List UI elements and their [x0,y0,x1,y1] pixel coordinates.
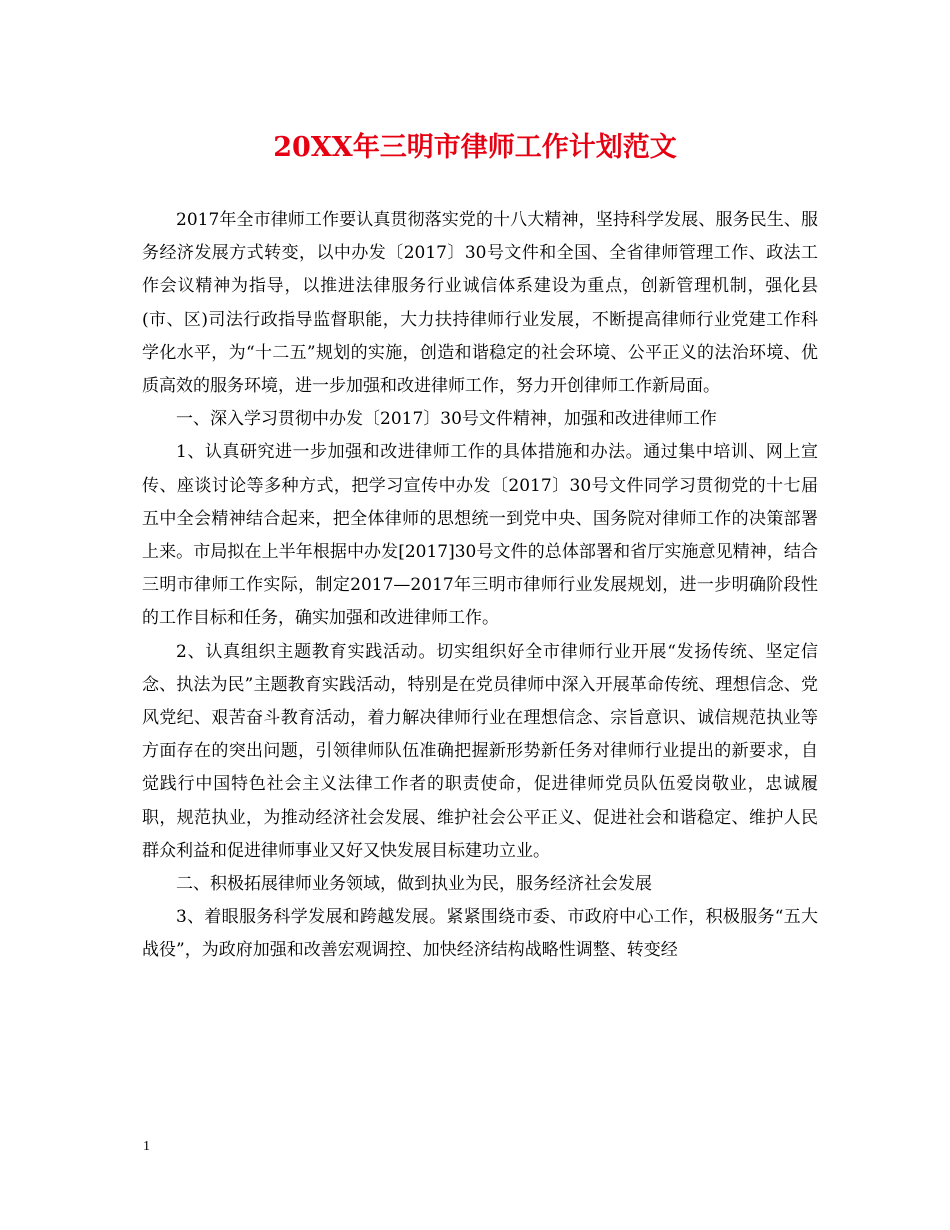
document-body [142,204,818,968]
section-heading-1: 一、深入学习贯彻中办发〔2017〕30号文件精神，加强和改进律师工作 [176,409,717,430]
body-paragraph-3: 2、认真组织主题教育实践活动。切实组织好全市律师行业开展“发扬传统、坚定信念、执法为民”主题教育实践活动，特别是在党员律师中深入开展革命传统、理想信念、党风党纪、艰苦奋斗教育活动，着力解决律师行业在理想信念、宗旨意识、诚信规范执业等方面存在的突出问题，引领律师队伍准确把握新形势新任务对律师行业提出的新要求，自觉践行中国特色社会主义法律工作者的职责使命，促进律师党员队伍爱岗敬业，忠诚履职，规范执业，为推动经济社会发展、维护社会公平正义、促进社会和谐稳定、维护人民群众利益和促进律师事业又好又快发展目标建功立业。 [142,641,818,861]
section-heading-2: 二、积极拓展律师业务领域，做到执业为民，服务经济社会发展 [176,874,652,895]
body-paragraph-4: 3、着眼服务科学发展和跨越发展。紧紧围绕市委、市政府中心工作，积极服务“五大战役”，为政府加强和改善宏观调控、加快经济结构战略性调整、转变经 [142,907,818,961]
body-paragraph-2: 1、认真研究进一步加强和改进律师工作的具体措施和办法。通过集中培训、网上宣传、座谈讨论等多种方式，把学习宣传中办发〔2017〕30号文件同学习贯彻党的十七届五中全会精神结合起来，把全体律师的思想统一到党中央、国务院对律师工作的决策部署上来。市局拟在上半年根据中办发[2017]30号文件的总体部署和省厅实施意见精神，结合三明市律师工作实际，制定2017—2017年三明市律师行业发展规划，进一步明确阶段性的工作目标和任务，确实加强和改进律师工作。 [142,442,818,629]
page-number: 1 [143,1139,150,1154]
body-paragraph-1: 2017年全市律师工作要认真贯彻落实党的十八大精神，坚持科学发展、服务民生、服务经济发展方式转变，以中办发〔2017〕30号文件和全国、全省律师管理工作、政法工作会议精神为指导，以推进法律服务行业诚信体系建设为重点，创新管理机制，强化县(市、区)司法行政指导监督职能，大力扶持律师行业发展，不断提高律师行业党建工作科学化水平，为“十二五”规划的实施，创造和谐稳定的社会环境、公平正义的法治环境、优质高效的服务环境，进一步加强和改进律师工作，努力开创律师工作新局面。 [142,210,818,397]
document-title: 20XX年三明市律师工作计划范文 [273,132,677,163]
